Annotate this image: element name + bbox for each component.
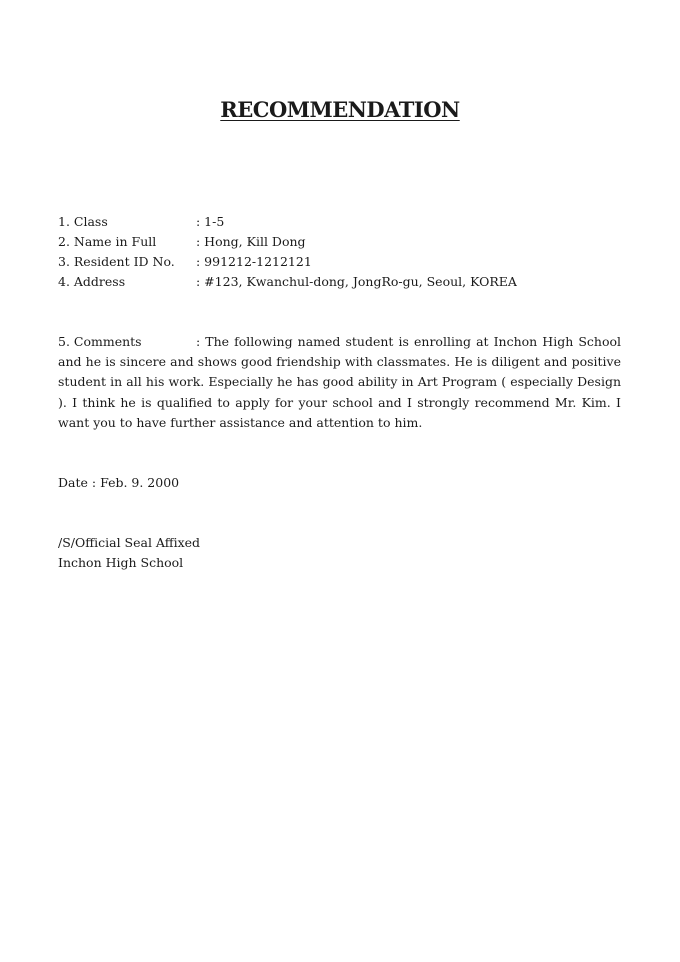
- school-name: Inchon High School: [58, 555, 184, 570]
- field-value-name: : Hong, Kill Dong: [196, 234, 306, 249]
- document-title: [0, 97, 680, 122]
- field-label-name: 2. Name in Full: [58, 234, 157, 249]
- field-value-address: : #123, Kwanchul-dong, JongRo-gu, Seoul, KOREA: [196, 274, 517, 289]
- document-title-text: RECOMMENDATION: [220, 97, 460, 122]
- field-label-class: 1. Class: [58, 214, 108, 229]
- comments-paragraph: [58, 332, 621, 433]
- comments-text: : The following named student is enrolling at Inchon High School and he is sincere and shows good friendship with classmates. He is diligent and positive student in all his work. Especially he has good ability in Art Program ( especially Design ). I think he is qualified to apply for your school and I strongly recommend Mr. Kim. I want you to have further assistance and attention to him.: [58, 334, 621, 430]
- date-line: [58, 473, 179, 493]
- field-label-address: 4. Address: [58, 274, 126, 289]
- field-row-class: [58, 212, 628, 232]
- field-label-resident-id: 3. Resident ID No.: [58, 254, 175, 269]
- date-label: Date: [58, 475, 88, 490]
- field-value-class: : 1-5: [196, 214, 225, 229]
- signature-block: [58, 533, 200, 573]
- field-row-address: [58, 272, 628, 292]
- field-row-name: [58, 232, 628, 252]
- field-value-resident-id: : 991212-1212121: [196, 254, 312, 269]
- date-value: : Feb. 9. 2000: [91, 475, 180, 490]
- student-info-list: [58, 212, 628, 292]
- field-row-resident-id: [58, 252, 628, 272]
- comments-label: 5. Comments: [58, 334, 142, 349]
- official-seal-line: /S/Official Seal Affixed: [58, 535, 201, 550]
